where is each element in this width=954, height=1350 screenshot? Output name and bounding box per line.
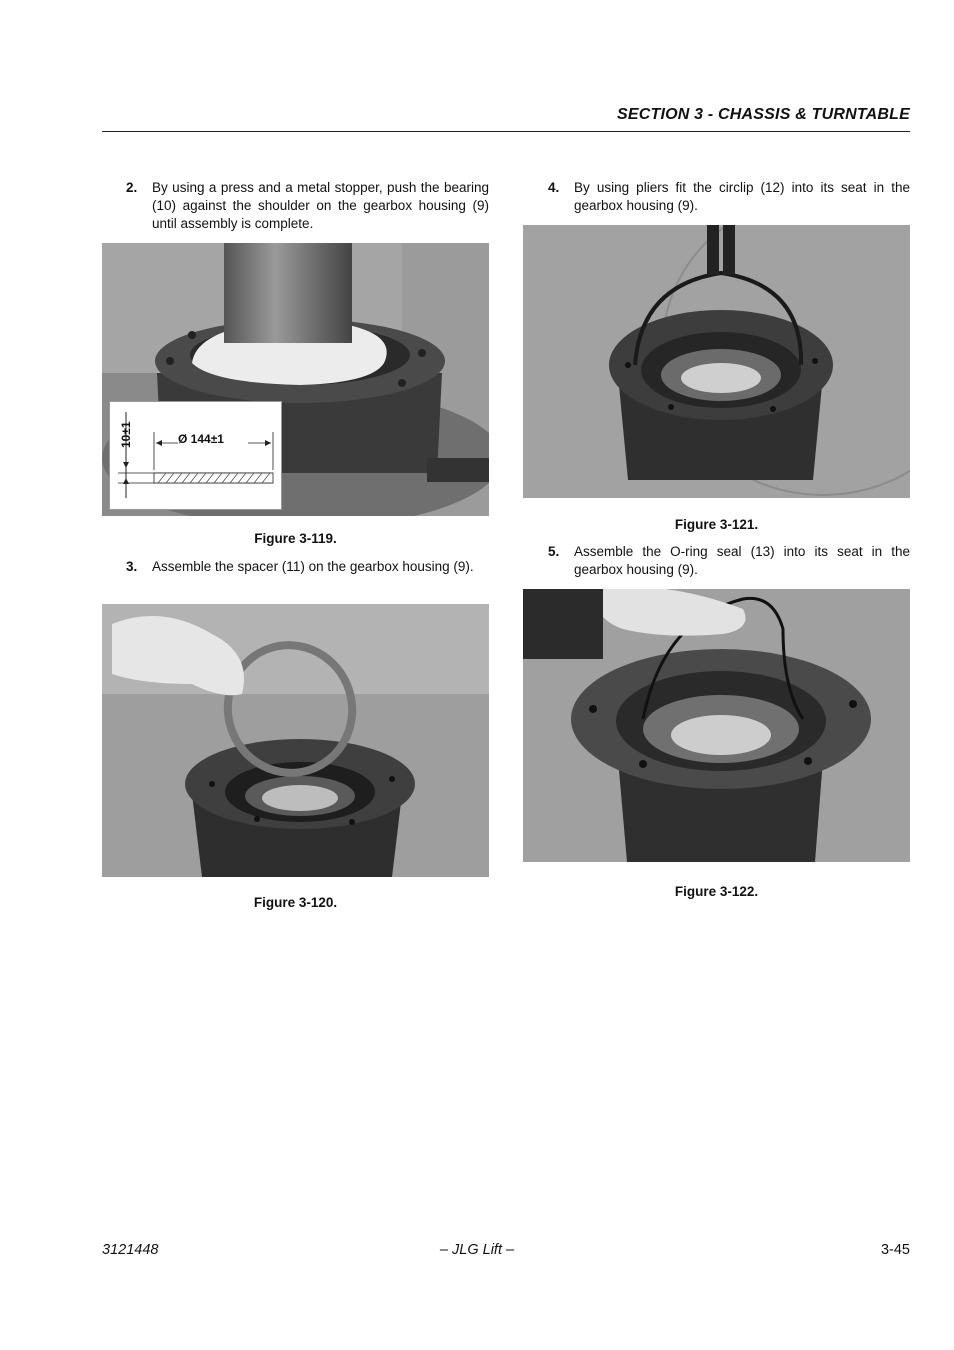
height-dimension-label: 10±1 [119,421,133,448]
step-5 [548,543,910,579]
footer-page-number: 3-45 [880,1242,910,1258]
figure-3-121-photo [523,225,910,498]
step-text: By using a press and a metal stopper, push the bearing (10) against the shoulder on the gearbox housing (9) until assembly is complete. [152,180,489,231]
figure-3-119-caption: Figure 3-119. [254,531,337,546]
figure-3-122-photo [523,589,910,862]
step-3 [126,558,489,576]
figure-3-120-caption: Figure 3-120. [253,895,338,910]
diameter-dimension-label: Ø 144±1 [178,432,224,446]
figure-3-119-photo [102,243,489,516]
figure-3-121-caption: Figure 3-121. [674,517,759,532]
step-4 [548,179,910,215]
step-number: 4. [548,180,560,195]
step-number: 2. [126,180,138,195]
step-number: 3. [126,559,138,574]
figure-3-120-photo [102,604,489,877]
section-header: SECTION 3 - CHASSIS & TURNTABLE [616,106,910,123]
step-text: Assemble the spacer (11) on the gearbox housing (9). [152,559,474,574]
header-rule [102,131,910,132]
footer-center: – JLG Lift – [439,1242,515,1258]
step-text: By using pliers fit the circlip (12) into its seat in the gearbox housing (9). [574,180,910,213]
figure-3-122-caption: Figure 3-122. [674,884,759,899]
footer-doc-number: 3121448 [102,1242,159,1258]
dimension-inset [109,401,282,510]
step-2 [126,179,489,233]
step-number: 5. [548,544,560,559]
step-text: Assemble the O-ring seal (13) into its seat in the gearbox housing (9). [574,544,910,577]
